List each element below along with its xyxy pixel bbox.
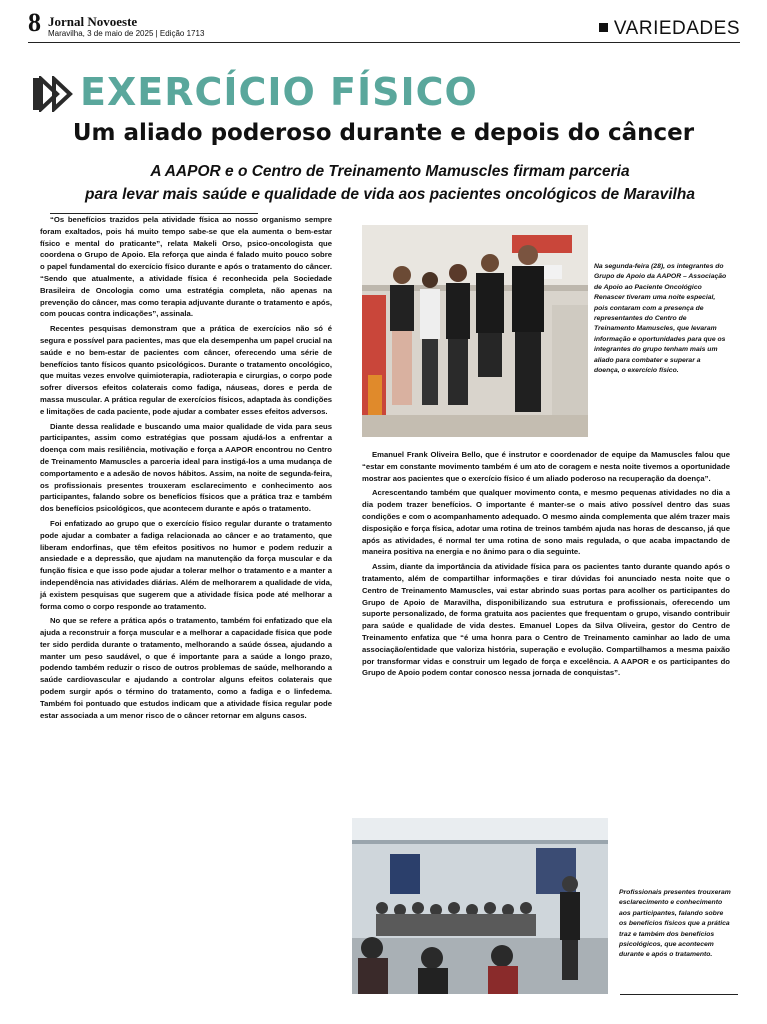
square-bullet-icon (599, 23, 608, 32)
right-column (362, 449, 730, 682)
article-headline: Um aliado poderoso durante e depois do câncer (72, 120, 695, 146)
section-label-text: VARIEDADES (613, 18, 740, 39)
column-rule (620, 994, 738, 995)
photo-audience (352, 818, 608, 994)
photo-group-portrait (362, 225, 588, 437)
article-kicker: EXERCÍCIO FÍSICO (80, 70, 478, 114)
paragraph: Acrescentando também que qualquer movimento conta, e mesmo pequenas atividades no dia a dia podem trazer benefícios. O importante é manter-se o mais ativo possível dentro das suas condições e com o acompanhamento adequado. O mesmo ainda complementa que além trazer mais disposição e força física, adotar uma rotina de treinos também ajuda nas horas de descanso, já que após as atividades, é normal ter uma rotina de sono mais regulada, o que acaba impactando de maneira positiva na energia e no ânimo para o dia seguinte. (362, 488, 730, 557)
section-label (599, 18, 740, 40)
page-number: 8 (28, 8, 41, 37)
masthead (28, 8, 740, 43)
photo-caption: Na segunda-feira (28), os integrantes do Grupo de Apoio da AAPOR – Associação de Apoio ao Paciente Oncológico Renascer tiveram uma noite especial, pois contaram com a presença de representantes do Centro de Treinamento Mamuscles, que levaram informação e oportunidades para que os integrantes do grupo tenham mais um aliado para combater e superar a doença, o exercício físico. (594, 263, 727, 375)
paragraph: Emanuel Frank Oliveira Bello, que é instrutor e coordenador de equipe da Mamuscles falou que “estar em constante movimento também é um ato de coragem e nesta noite tivemos a oportunidade mostrar aos pacientes que o exercício físico é um aliado poderoso na recuperação da doença”. (362, 450, 730, 483)
edition-info: Maravilha, 3 de maio de 2025 | Edição 1713 (48, 29, 205, 38)
paragraph: Assim, diante da importância da atividade física para os pacientes tanto durante quando após o tratamento, além de compartilhar informações e tirar dúvidas foi anunciado nesta noite que o Centro de Treinamento Mamuscles, vai estar abrindo suas portas para acolher os participantes do Grupo de Apoio de Maravilha, disponibilizando sua estrutura e profissionais, oferecendo um suporte personalizado, de forma gratuita aos pacientes que frequentam o grupo, visando contribuir para saúde e qualidade de vida destes. Emanuel Lopes da Silva Oliveira, gestor do Centro de Treinamento enfatiza que “é uma honra para o Centro de Treinamento caminhar ao lado de uma associação/entidade que valoriza história, superação e evolução. Compartilhamos a mesma paixão por transformar vidas e construir um legado de força e excelência. A AAPOR e os participantes do Grupo de Apoio podem contar conosco nessa jornada de conquistas”. (362, 562, 730, 678)
deck-line: para levar mais saúde e qualidade de vida aos pacientes oncológicos de Maravilha (85, 186, 695, 203)
paragraph: “Os benefícios trazidos pela atividade física ao nosso organismo sempre foram exaltados, pois há muito tempo sabe-se que ela aumenta o bem-estar físico e mental do praticante”, relata Makeli Orso, psico-oncologista que coordena o Grupo de Apoio. Ela reforça que ainda é falado muito pouco sobre o papel fundamental do exercício físico durante e após o tratamento do câncer. “Sendo que atualmente, a atividade física é reconhecida pela Sociedade Brasileira de Oncologia como uma estratégia completa, não apenas na prevenção do câncer, mas como terapia adjuvante durante o tratamento e após, com poucas contra indicações”, assinala. (40, 215, 332, 319)
paragraph: Diante dessa realidade e buscando uma maior qualidade de vida para seus participantes, assim como estratégias que possam ajudá-los a enfrentar a doença com mais resiliência, motivação e força a AAPOR encontrou no Centro de Treinamento Mamuscles a parceria ideal para instigá-los a uma mudança de comportamento e a adesão de novos hábitos. Assim, na noite de segunda-feira, os profissionais presentes trouxeram esclarecimento e conhecimento aos participantes, falando sobre os benefícios físicos que a prática traz e também dos benefícios psicológicos, que acontecem durante e após o tratamento. (40, 421, 332, 514)
deck-line: A AAPOR e o Centro de Treinamento Mamuscles firmam parceria (150, 163, 630, 180)
paragraph: Foi enfatizado ao grupo que o exercício físico regular durante o tratamento pode ajudar a combater a fadiga relacionada ao câncer e ao tratamento, que liberam endorfinas, que têm efeitos positivos no humor e podem reduzir a ansiedade e a depressão, que ajudam na manutenção da força muscular e da função física e que isso pode ajudar a tolerar melhor o tratamento e a manter a independência nas atividades diárias. Além de melhorarem a qualidade de vida, já existem pesquisas que sugerem que a atividade física pode até melhorar a forma como o corpo responde ao tratamento. (40, 518, 332, 611)
paragraph: Recentes pesquisas demonstram que a prática de exercícios não só é segura e possível para pacientes, mas que ela desempenha um papel crucial na saúde e no bem-estar de pacientes com câncer, oferecendo uma série de benefícios tanto físicos quanto psicológicos. Durante o tratamento oncológico, que muitas vezes envolve quimioterapia, radioterapia e cirurgias, o corpo pode sofrer diversos efeitos colaterais como fadiga, náuseas, dores e perda de massa muscular. A prática regular de exercícios físicos, adaptada às condições e limitações de cada paciente, pode ajudar a combater esses efeitos adversos. (40, 324, 332, 416)
left-column (40, 214, 332, 724)
newspaper-name: Jornal Novoeste (48, 14, 138, 29)
paragraph: No que se refere a prática após o tratamento, também foi enfatizado que ela ajuda a reconstruir a força muscular e a melhorar a capacidade física que pode ter sido perdida durante o tratamento, melhorando a saúde óssea, ajudando a manter um peso saudável, o que é importante para a saúde a longo prazo, podendo também reduzir o risco de outros problemas de saúde, melhorando a saúde cardiovascular e ajudando a controlar alguns efeitos colaterais que podem surgir após o término do tratamento, como a fadiga e o linfedema. Também foi pontuado que estudos indicam que a atividade física regular pode estar associada a um menor risco de o câncer retornar em alguns casos. (40, 616, 332, 720)
photo-caption: Profissionais presentes trouxeram esclarecimento e conhecimento aos participantes, falando sobre os benefícios físicos que a prática traz e também dos benefícios psicológicos, que acontecem durante e após o tratamento. (619, 889, 731, 959)
double-play-arrow-icon (32, 76, 76, 112)
article-deck (40, 160, 740, 206)
